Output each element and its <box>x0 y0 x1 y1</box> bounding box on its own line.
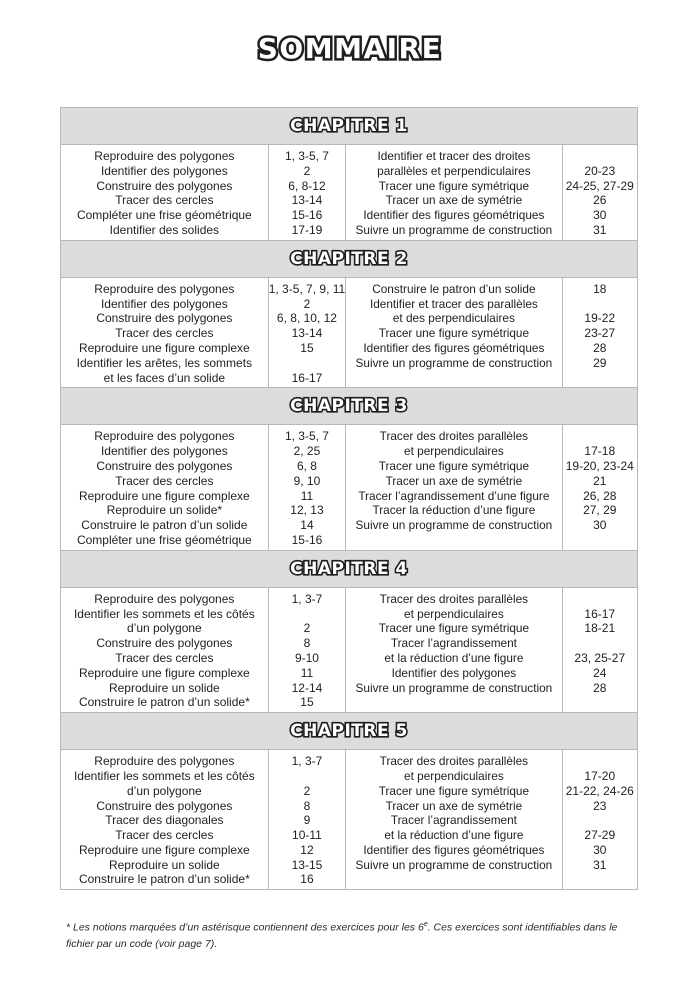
page-ref: 19-20, 23-24 <box>565 458 634 473</box>
page-ref: 6, 8 <box>296 458 317 473</box>
page-ref <box>563 149 637 164</box>
page-ref <box>269 769 346 784</box>
topic-line: Tracer une figure symétrique <box>378 458 530 473</box>
topic-line: Tracer une figure symétrique <box>378 178 530 193</box>
right-topics-cell <box>346 145 562 241</box>
chapter-title: CHAPITRE 1 <box>290 116 408 136</box>
page-ref: 11 <box>300 488 314 503</box>
page-ref <box>563 813 637 828</box>
page-ref: 16-17 <box>584 606 616 621</box>
left-pages-cell <box>268 750 346 890</box>
right-topics-cell <box>346 277 562 388</box>
topic-line: Construire le patron d’un solide <box>372 281 536 296</box>
page-ref: 18 <box>593 281 607 296</box>
page-ref <box>563 592 637 607</box>
topic-line: Reproduire une figure complexe <box>78 488 250 503</box>
page-ref: 30 <box>593 518 607 533</box>
page-ref <box>563 429 637 444</box>
chapter-content-row <box>61 145 638 241</box>
page-ref: 26, 28 <box>583 488 617 503</box>
topic-line: Tracer la réduction d’une figure <box>372 503 536 518</box>
topic-line: Construire le patron d’un solide* <box>78 695 250 710</box>
topic-line: Tracer l’agrandissement d’une figure <box>358 488 550 503</box>
chapter-header-row <box>61 240 638 277</box>
page-title: SOMMAIRE <box>257 32 443 65</box>
topic-line: Suivre un programme de construction <box>355 222 553 237</box>
page-ref: 18-21 <box>584 621 616 636</box>
topic-line: d’un polygone <box>126 783 202 798</box>
page-ref: 6, 8-12 <box>288 178 326 193</box>
page-ref <box>563 636 637 651</box>
chapter-header <box>61 713 638 750</box>
page-ref: 21 <box>593 473 607 488</box>
left-pages-cell <box>268 145 346 241</box>
topic-line: Reproduire une figure complexe <box>78 842 250 857</box>
topic-line: et perpendiculaires <box>404 444 504 459</box>
topic-line: Construire des polygones <box>96 311 233 326</box>
page-ref: 23 <box>593 798 607 813</box>
chapter-header <box>61 388 638 425</box>
topic-line: Construire le patron d’un solide* <box>78 872 250 887</box>
chapter-content-row <box>61 277 638 388</box>
topic-line: Tracer l’agrandissement <box>390 636 517 651</box>
topic-line: et des perpendiculaires <box>392 311 515 326</box>
chapter-title: CHAPITRE 4 <box>290 558 408 579</box>
page-ref: 30 <box>593 842 607 857</box>
topic-line: Tracer des droites parallèles <box>379 754 529 769</box>
topic-line: Identifier des figures géométriques <box>363 842 545 857</box>
page-ref: 27, 29 <box>583 503 617 518</box>
page-ref: 15 <box>300 340 314 355</box>
page-ref: 11 <box>300 665 314 680</box>
page-ref: 31 <box>593 857 607 872</box>
page-ref: 12 <box>300 842 314 857</box>
page-ref: 30 <box>593 208 607 223</box>
topic-line: Reproduire des polygones <box>94 281 235 296</box>
page-ref: 24-25, 27-29 <box>565 178 634 193</box>
topic-line: Identifier des polygones <box>100 163 228 178</box>
page-ref: 19-22 <box>584 311 616 326</box>
page-ref <box>563 754 637 769</box>
topic-line: Tracer une figure symétrique <box>378 326 530 341</box>
left-pages-cell <box>268 587 346 712</box>
topic-line: Identifier des polygones <box>391 665 517 680</box>
chapter-header-row <box>61 388 638 425</box>
topic-line: Identifier des polygones <box>100 444 228 459</box>
page-ref: 1, 3-7 <box>291 591 323 606</box>
page-ref: 17-19 <box>291 222 323 237</box>
page-ref: 1, 3-5, 7 <box>284 149 329 163</box>
topic-line: d’un polygone <box>126 621 202 636</box>
topic-line: et la réduction d’une figure <box>384 650 524 665</box>
page-ref: 16 <box>300 872 314 887</box>
page-ref: 15 <box>300 695 314 710</box>
page-ref: 2 <box>303 621 311 636</box>
topic-line: et les faces d’un solide <box>103 370 226 385</box>
right-pages-cell <box>562 587 637 712</box>
right-topics-cell <box>346 587 562 712</box>
topic-line: Tracer des cercles <box>115 326 214 341</box>
page-ref: 9-10 <box>294 650 319 665</box>
page-ref: 13-15 <box>291 857 323 872</box>
page-ref: 2 <box>303 296 311 311</box>
right-topics-cell <box>346 425 562 550</box>
topic-line: Reproduire un solide <box>108 680 220 695</box>
page-ref: 2, 25 <box>293 444 321 459</box>
footnote-text: * Les notions marquées d’un astérisque contiennent des exercices pour les 6 <box>66 921 424 934</box>
left-pages-cell <box>268 425 346 550</box>
left-topics-cell <box>61 425 269 550</box>
page-ref: 2 <box>303 783 311 798</box>
right-topics-cell <box>346 750 562 890</box>
topic-line: Identifier les sommets et les côtés <box>73 768 255 783</box>
page-ref: 29 <box>593 355 607 370</box>
page-ref: 27-29 <box>584 828 616 843</box>
page-ref: 28 <box>593 680 607 695</box>
chapter-header <box>61 240 638 277</box>
chapter-title: CHAPITRE 3 <box>290 396 408 417</box>
page-ref: 8 <box>303 798 311 813</box>
topic-line: Compléter une frise géométrique <box>76 532 252 547</box>
left-topics-cell <box>61 145 269 241</box>
chapter-header-row <box>61 713 638 750</box>
page-ref: 23, 25-27 <box>574 650 626 665</box>
topic-line: Tracer des cercles <box>115 473 214 488</box>
topic-line: Identifier des figures géométriques <box>363 340 545 355</box>
chapter-header <box>61 108 638 145</box>
chapter-content-row <box>61 425 638 550</box>
topic-line: Reproduire des polygones <box>94 149 235 163</box>
topic-line: Tracer des cercles <box>115 828 214 843</box>
page-ref: 20-23 <box>584 163 616 178</box>
topic-line: Compléter une frise géométrique <box>76 208 252 223</box>
topic-line: Tracer des cercles <box>115 193 214 208</box>
topic-line: parallèles et perpendiculaires <box>377 163 531 178</box>
table-of-contents <box>60 107 638 890</box>
topic-line: Construire des polygones <box>96 636 233 651</box>
page-ref: 9, 10 <box>293 473 321 488</box>
page-ref: 1, 3-7 <box>291 754 323 769</box>
topic-line: Tracer un axe de symétrie <box>385 193 523 208</box>
page-ref: 12, 13 <box>290 503 324 518</box>
topic-line: Tracer des droites parallèles <box>379 591 529 606</box>
topic-line: Suivre un programme de construction <box>355 857 553 872</box>
footnote-text-end: . Ces exercices sont identifiables dans le fichier par un code (voir page 7). <box>66 921 618 950</box>
left-pages-cell <box>268 277 346 388</box>
topic-line: Reproduire un solide <box>108 857 220 872</box>
topic-line: Identifier et tracer des droites <box>377 149 531 163</box>
chapter-title: CHAPITRE 2 <box>290 248 408 269</box>
topic-line: Construire des polygones <box>96 458 233 473</box>
topic-line: Tracer des droites parallèles <box>379 429 529 444</box>
page-ref: 13-14 <box>291 326 323 341</box>
page-ref <box>563 297 637 312</box>
page-ref <box>269 356 346 371</box>
topic-line: Identifier des figures géométriques <box>363 208 545 223</box>
page-ref: 10-11 <box>292 828 322 843</box>
topic-line: et perpendiculaires <box>404 768 504 783</box>
chapter-content-row <box>61 750 638 890</box>
topic-line: Identifier les sommets et les côtés <box>73 606 255 621</box>
page-ref: 13-14 <box>291 193 323 208</box>
page-ref: 15-16 <box>291 532 323 547</box>
page-ref: 17-18 <box>584 444 616 459</box>
topic-line: Identifier des solides <box>109 222 220 237</box>
page-ref: 14 <box>300 518 314 533</box>
page-ref: 1, 3-5, 7 <box>284 429 329 444</box>
topic-line: Tracer un axe de symétrie <box>385 473 523 488</box>
topic-line: Tracer une figure symétrique <box>378 783 530 798</box>
footnote <box>66 917 641 952</box>
chapter-content-row <box>61 587 638 712</box>
page-ref: 17-20 <box>584 768 616 783</box>
page-ref: 16-17 <box>291 370 323 385</box>
topic-line: Construire des polygones <box>96 798 233 813</box>
page-ref: 23-27 <box>584 326 616 341</box>
topic-line: et la réduction d’une figure <box>384 828 524 843</box>
page-ref <box>269 607 346 622</box>
chapter-title: CHAPITRE 5 <box>290 721 408 742</box>
topic-line: Tracer l’agrandissement <box>390 813 517 828</box>
page-ref: 31 <box>593 222 607 237</box>
topic-line: Construire le patron d’un solide <box>81 518 248 533</box>
topic-line: Tracer une figure symétrique <box>378 621 530 636</box>
right-pages-cell <box>562 425 637 550</box>
topic-line: Identifier et tracer des parallèles <box>369 296 538 311</box>
chapter-header-row <box>61 550 638 587</box>
right-pages-cell <box>562 750 637 890</box>
page-ref: 15-16 <box>291 208 323 223</box>
topic-line: Reproduire des polygones <box>94 754 235 769</box>
topic-line: Identifier les arêtes, les sommets <box>76 355 253 370</box>
page-ref: 8 <box>303 636 311 651</box>
page-ref: 6, 8, 10, 12 <box>276 311 337 326</box>
left-topics-cell <box>61 750 269 890</box>
topic-line: Suivre un programme de construction <box>355 355 553 370</box>
topic-line: Reproduire un solide* <box>106 503 223 518</box>
topic-line: Identifier des polygones <box>100 296 228 311</box>
page-ref: 24 <box>593 665 607 680</box>
topic-line: Tracer un axe de symétrie <box>385 798 523 813</box>
chapter-header-row <box>61 108 638 145</box>
page-ref: 12-14 <box>291 680 323 695</box>
topic-line: Construire des polygones <box>96 178 233 193</box>
topic-line: Tracer des diagonales <box>105 813 224 828</box>
topic-line: Reproduire des polygones <box>94 591 235 606</box>
topic-line: et perpendiculaires <box>404 606 504 621</box>
page-ref: 2 <box>303 163 311 178</box>
left-topics-cell <box>61 277 269 388</box>
topic-line: Reproduire des polygones <box>94 429 235 444</box>
page-ref: 28 <box>593 340 607 355</box>
page-ref: 21-22, 24-26 <box>565 783 634 798</box>
topic-line: Reproduire une figure complexe <box>78 340 250 355</box>
topic-line: Suivre un programme de construction <box>355 680 553 695</box>
page-ref: 26 <box>593 193 607 208</box>
topic-line: Tracer des cercles <box>115 650 214 665</box>
topic-line: Suivre un programme de construction <box>355 518 553 533</box>
page-ref: 1, 3-5, 7, 9, 11 <box>268 281 346 296</box>
right-pages-cell <box>562 277 637 388</box>
chapter-header <box>61 550 638 587</box>
left-topics-cell <box>61 587 269 712</box>
footnote-superscript: e <box>423 921 428 928</box>
page-ref: 9 <box>303 813 311 828</box>
topic-line: Reproduire une figure complexe <box>78 665 250 680</box>
right-pages-cell <box>562 145 637 241</box>
